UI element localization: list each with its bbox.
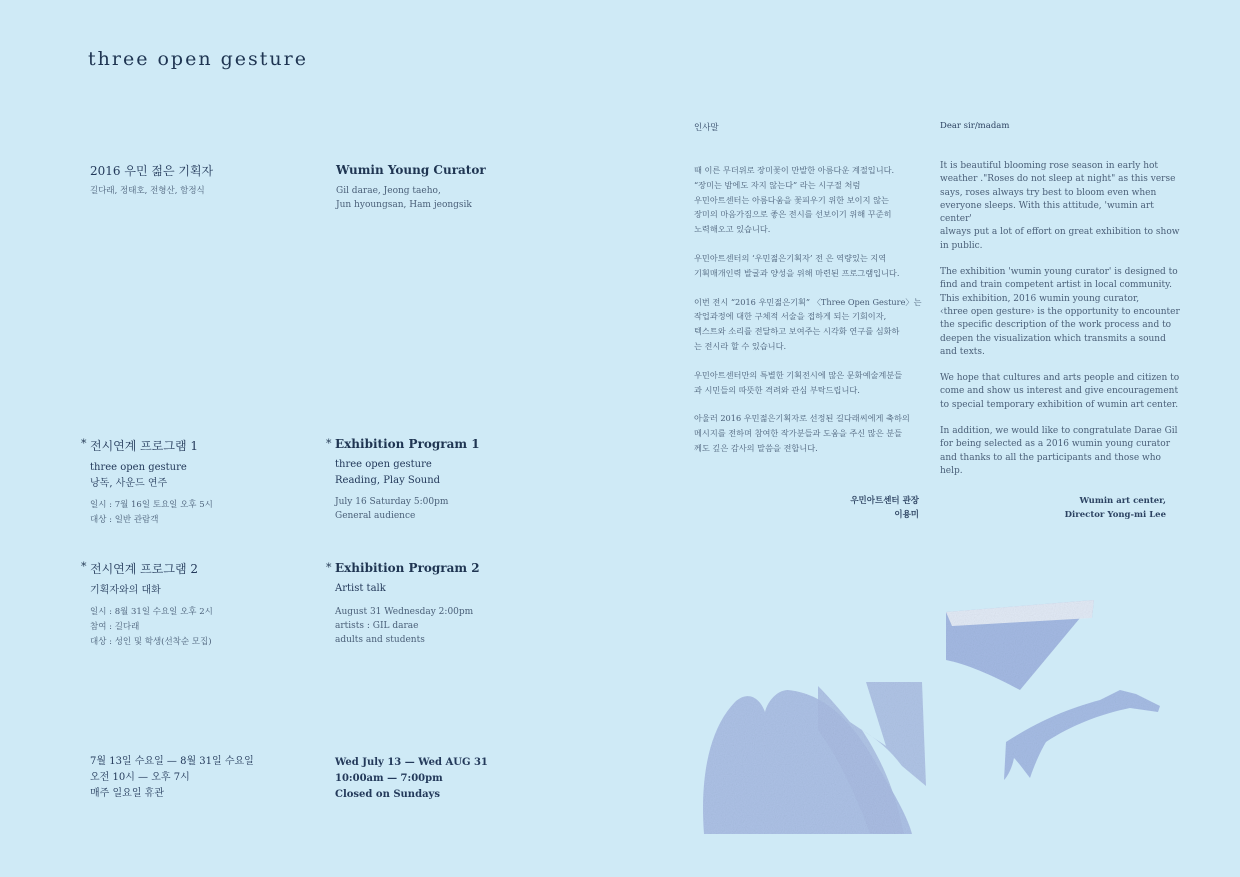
schedule-en-line1: Wed July 13 — Wed AUG 31 xyxy=(335,757,488,768)
program2-ko-sub1: 기획자와의 대화 xyxy=(90,585,161,596)
program1-en-sub1: three open gesture xyxy=(335,459,432,470)
bullet-star: * xyxy=(81,560,87,573)
program2-en xyxy=(326,561,480,647)
greeting-ko-paragraph: 이번 전시 “2016 우민젊은기획” 〈Three Open Gesture〉는 작업과정에 대한 구체적 서술을 접하게 되는 기회이자, 텍스트와 소리를 전달하고 보여주는 시각화 연구를 심화하 는 전시라 할 수 있습니다. xyxy=(694,296,922,351)
greeting-ko-signature xyxy=(700,494,919,522)
signature-title-ko: 우민아트센터 관장 xyxy=(850,496,919,506)
greeting-ko-label: 인사말 xyxy=(694,123,719,133)
program1-ko-detail2: 대상 : 일반 관람객 xyxy=(90,515,159,525)
greeting-ko xyxy=(694,121,924,470)
program1-ko-sub2: 낭독, 사운드 연주 xyxy=(90,478,168,489)
program2-ko-detail2: 참여 : 길다래 xyxy=(90,622,140,632)
program2-en-detail2: artists : GIL darae xyxy=(335,621,419,631)
curators-en-names-2: Jun hyoungsan, Ham jeongsik xyxy=(336,200,472,210)
greeting-en-paragraph: The exhibition 'wumin young curator' is designed to find and train competent artist in local community. This exhibition, 2016 wumin young curator, ‹three open gesture› is the opportunity to encounter the specific description of the work process and to deepen the visualization which transmits a sound and texts. xyxy=(940,267,1180,357)
program1-ko-sub1: three open gesture xyxy=(90,462,187,473)
curators-ko xyxy=(90,162,213,199)
page-title: three open gesture xyxy=(88,48,308,70)
greeting-en-paragraph: It is beautiful blooming rose season in early hot weather ."Roses do not sleep at night" as this verse says, roses always try best to bloom even when everyone sleeps. With this attitude, 'wumin art center' always put a lot of effort on great exhibition to show in public. xyxy=(940,161,1180,251)
curators-ko-title: 2016 우민 젊은 기획자 xyxy=(90,164,214,178)
bullet-star: * xyxy=(81,437,87,450)
program2-ko xyxy=(81,560,213,650)
curators-ko-names: 길다래, 정태호, 전형산, 함정식 xyxy=(90,186,205,196)
greeting-ko-paragraph: 아울러 2016 우민젊은기획자로 선정된 길다래씨에게 축하의 메시지를 전하며 참여한 작가분들과 도움을 주신 많은 분들 께도 깊은 감사의 말씀을 전합니다. xyxy=(694,413,910,453)
program2-ko-detail3: 대상 : 성인 및 학생(선착순 모집) xyxy=(90,637,212,647)
program1-en-detail2: General audience xyxy=(335,511,416,521)
signature-title-en: Wumin art center, xyxy=(1079,496,1166,506)
greeting-en-signature xyxy=(960,494,1166,522)
program2-ko-heading: 전시연계 프로그램 2 xyxy=(90,562,199,576)
schedule-en xyxy=(335,755,488,803)
schedule-ko xyxy=(90,754,254,802)
program1-ko-heading: 전시연계 프로그램 1 xyxy=(90,439,199,453)
greeting-en xyxy=(940,121,1180,491)
greeting-en-paragraph: We hope that cultures and arts people and citizen to come and show us interest and give encouragement to special temporary exhibition of wumin art center. xyxy=(940,373,1180,410)
program1-en-sub2: Reading, Play Sound xyxy=(335,475,441,486)
program2-en-sub1: Artist talk xyxy=(335,583,386,594)
curators-en xyxy=(336,163,486,212)
greeting-ko-paragraph: 우민아트센터만의 특별한 기획전시에 많은 문화예술계분들 과 시민들의 따뜻한 격려와 관심 부탁드립니다. xyxy=(694,369,903,395)
abstract-shapes-illustration xyxy=(690,590,1180,840)
greeting-ko-paragraph: 우민아트센터의 ‘우민젊은기획자’ 전 은 역량있는 지역 기획매개인력 발굴과 양성을 위해 마련된 프로그램입니다. xyxy=(694,252,900,278)
program2-ko-detail1: 일시 : 8월 31일 수요일 오후 2시 xyxy=(90,607,213,617)
schedule-ko-line2: 오전 10시 — 오후 7시 xyxy=(90,772,190,783)
schedule-en-line2: 10:00am — 7:00pm xyxy=(335,773,443,784)
bullet-star: * xyxy=(326,561,332,574)
schedule-en-line3: Closed on Sundays xyxy=(335,789,440,800)
greeting-en-label: Dear sir/madam xyxy=(940,121,1010,131)
schedule-ko-line1: 7월 13일 수요일 — 8월 31일 수요일 xyxy=(90,756,254,767)
curators-en-title: Wumin Young Curator xyxy=(336,163,486,177)
program1-ko xyxy=(81,437,213,528)
program1-en-detail1: July 16 Saturday 5:00pm xyxy=(335,497,449,507)
greeting-en-paragraph: In addition, we would like to congratulate Darae Gil for being selected as a 2016 wumin young curator and thanks to all the participants and those who help. xyxy=(940,426,1178,476)
program1-ko-detail1: 일시 : 7월 16일 토요일 오후 5시 xyxy=(90,500,213,510)
curators-en-names-1: Gil darae, Jeong taeho, xyxy=(336,186,441,196)
schedule-ko-line3: 매주 일요일 휴관 xyxy=(90,788,164,799)
signature-name-ko: 이용미 xyxy=(894,510,919,520)
program2-en-detail3: adults and students xyxy=(335,635,425,645)
greeting-ko-paragraph: 때 이른 무더위로 장미꽃이 만발한 아름다운 계절입니다. “장미는 밤에도 자지 않는다” 라는 시구절 처럼 우민아트센터는 아름다움을 꽃피우기 위한 보이지 않는 장미의 마음가짐으로 좋은 전시를 선보이기 위해 꾸준히 노력해오고 있습니다. xyxy=(694,165,895,235)
program2-en-detail1: August 31 Wednesday 2:00pm xyxy=(335,607,474,617)
shape-ribbon xyxy=(1004,690,1160,780)
signature-name-en: Director Yong-mi Lee xyxy=(1064,510,1166,520)
program2-en-heading: Exhibition Program 2 xyxy=(335,561,480,575)
program1-en xyxy=(326,437,480,523)
program1-en-heading: Exhibition Program 1 xyxy=(335,437,480,451)
bullet-star: * xyxy=(326,437,332,450)
